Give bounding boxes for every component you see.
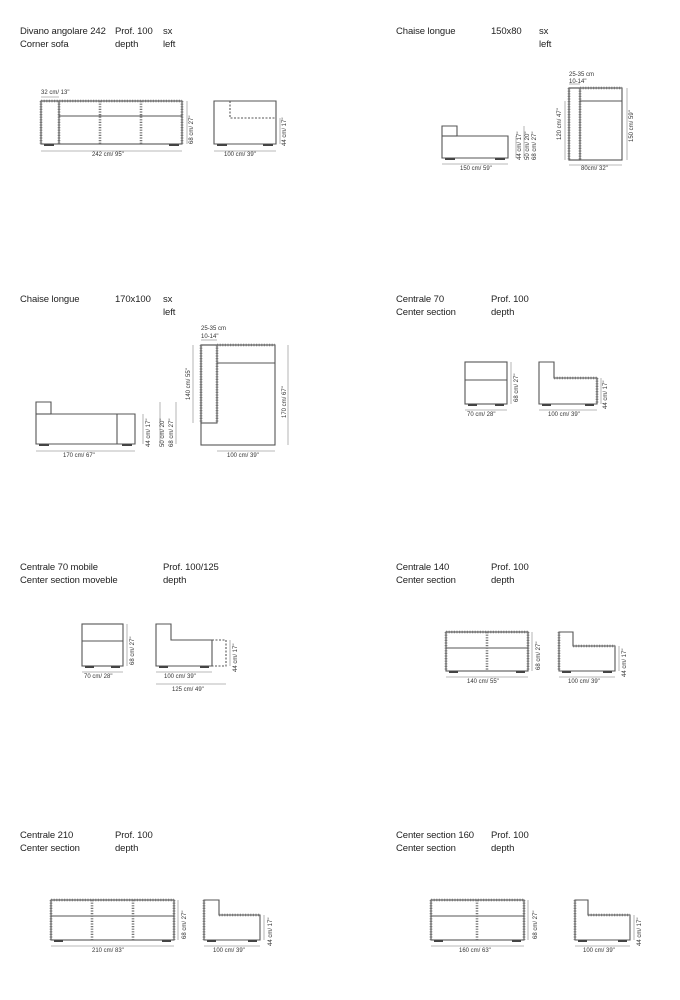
depth-label: Prof. 100	[491, 562, 529, 573]
dim-seat: 44 cm/ 17"	[603, 380, 609, 409]
dim-back: 50 cm/ 20"	[160, 418, 166, 447]
dim-seat: 44 cm/ 17"	[637, 917, 643, 946]
corner-sofa-side-view	[214, 101, 280, 151]
corner-sofa-front-view	[41, 97, 187, 151]
name-it: Centrale 140	[396, 562, 450, 573]
dim-depth: 100 cm/ 39"	[583, 948, 615, 954]
dim-total-depth: 150 cm/ 59"	[629, 110, 635, 142]
dim-plan-width: 100 cm/ 39"	[227, 453, 259, 459]
centrale-210-front-view	[51, 900, 178, 946]
name-it: Centrale 70	[396, 294, 445, 305]
depth-label: Prof. 100/125	[163, 562, 219, 573]
dim-seat: 44 cm/ 17"	[622, 648, 628, 677]
dim-height: 68 cm/ 27"	[533, 910, 539, 939]
dim-height: 68 cm/ 27"	[514, 373, 520, 402]
side-label: sx	[539, 26, 549, 37]
side-label: sx	[163, 294, 173, 305]
dim-plan-width: 80cm/ 32"	[581, 166, 608, 172]
dim-width: 170 cm/ 67"	[63, 453, 95, 459]
dim-width: 150 cm/ 59"	[460, 166, 492, 172]
dim-depth: 100 cm/ 39"	[213, 948, 245, 954]
dim-seat: 44 cm/ 17"	[282, 117, 288, 146]
dim-height: 68 cm/ 27"	[532, 131, 538, 160]
chaise-170-plan-view	[193, 340, 288, 451]
dim-back-depth-in: 10-14"	[201, 334, 219, 340]
dim-arm: 32 cm/ 13"	[41, 90, 70, 96]
side-label-en: left	[163, 39, 176, 50]
dim-back: 50 cm/ 20"	[525, 131, 531, 160]
dim-long-depth: 140 cm/ 55"	[186, 368, 192, 400]
name-it: Center section 160	[396, 830, 474, 841]
name-en: Center section	[396, 575, 456, 586]
dim-depth: 100 cm/ 39"	[224, 152, 256, 158]
dim-depth: 100 cm/ 39"	[164, 674, 196, 680]
depth-label: Prof. 100	[491, 830, 529, 841]
chaise-150-front-view	[442, 126, 524, 164]
dim-height: 68 cm/ 27"	[189, 115, 195, 144]
dim-back-depth: 25-35 cm	[569, 72, 595, 78]
centrale-140-side-view	[559, 632, 619, 677]
name-en: Corner sofa	[20, 39, 69, 50]
depth-label-en: depth	[491, 843, 515, 854]
side-label-en: left	[163, 307, 176, 318]
name-en: Center section	[396, 307, 456, 318]
name-it: Centrale 70 mobile	[20, 562, 98, 573]
dim-width: 140 cm/ 55"	[467, 679, 499, 685]
dim-width: 70 cm/ 28"	[84, 674, 113, 680]
dim-height: 68 cm/ 27"	[130, 636, 136, 665]
depth-label: Prof. 100	[491, 294, 529, 305]
name-it: Centrale 210	[20, 830, 74, 841]
dim-depth-ext: 125 cm/ 49"	[172, 687, 204, 693]
depth-label-en: depth	[115, 39, 139, 50]
side-label: sx	[163, 26, 173, 37]
depth-label-en: depth	[491, 307, 515, 318]
dim-height: 68 cm/ 27"	[536, 641, 542, 670]
dim-depth: 100 cm/ 39"	[548, 412, 580, 418]
dim-seat: 44 cm/ 17"	[268, 917, 274, 946]
name-en: Center section moveble	[20, 575, 118, 586]
dim-width: 70 cm/ 28"	[467, 412, 496, 418]
depth-label-en: depth	[491, 575, 515, 586]
dim-width: 160 cm/ 63"	[459, 948, 491, 954]
center-section-160-front-view	[431, 900, 528, 946]
name-it: Divano angolare 242	[20, 26, 106, 37]
dim-seat: 44 cm/ 17"	[517, 131, 523, 160]
centrale-140-front-view	[446, 632, 532, 677]
name-it: Chaise longue	[396, 26, 456, 37]
dim-width: 242 cm/ 95"	[92, 152, 124, 158]
depth-label-en: depth	[115, 843, 139, 854]
centrale-70-mobile-front-view	[82, 624, 127, 672]
name-en: Center section	[396, 843, 456, 854]
chaise-170-front-view	[36, 402, 176, 451]
chaise-150-plan-view	[565, 84, 627, 165]
dim-total-depth: 170 cm/ 67"	[282, 386, 288, 418]
depth-label: 150x80	[491, 26, 522, 37]
dim-seat: 44 cm/ 17"	[146, 418, 152, 447]
dim-long-depth: 120 cm/ 47"	[557, 108, 563, 140]
dim-seat: 44 cm/ 17"	[233, 643, 239, 672]
depth-label: Prof. 100	[115, 830, 153, 841]
dim-width: 210 cm/ 83"	[92, 948, 124, 954]
depth-label-en: depth	[163, 575, 187, 586]
centrale-70-side-view	[539, 362, 601, 410]
name-it: Chaise longue	[20, 294, 80, 305]
dim-depth: 100 cm/ 39"	[568, 679, 600, 685]
dim-height: 68 cm/ 27"	[182, 910, 188, 939]
dim-back-depth: 25-35 cm	[201, 326, 227, 332]
depth-label: 170x100	[115, 294, 151, 305]
center-section-160-side-view	[575, 900, 634, 946]
depth-label: Prof. 100	[115, 26, 153, 37]
name-en: Center section	[20, 843, 80, 854]
centrale-210-side-view	[204, 900, 264, 946]
dim-height: 68 cm/ 27"	[169, 418, 175, 447]
dim-back-depth-in: 10-14"	[569, 79, 587, 85]
centrale-70-front-view	[465, 362, 511, 410]
side-label-en: left	[539, 39, 552, 50]
